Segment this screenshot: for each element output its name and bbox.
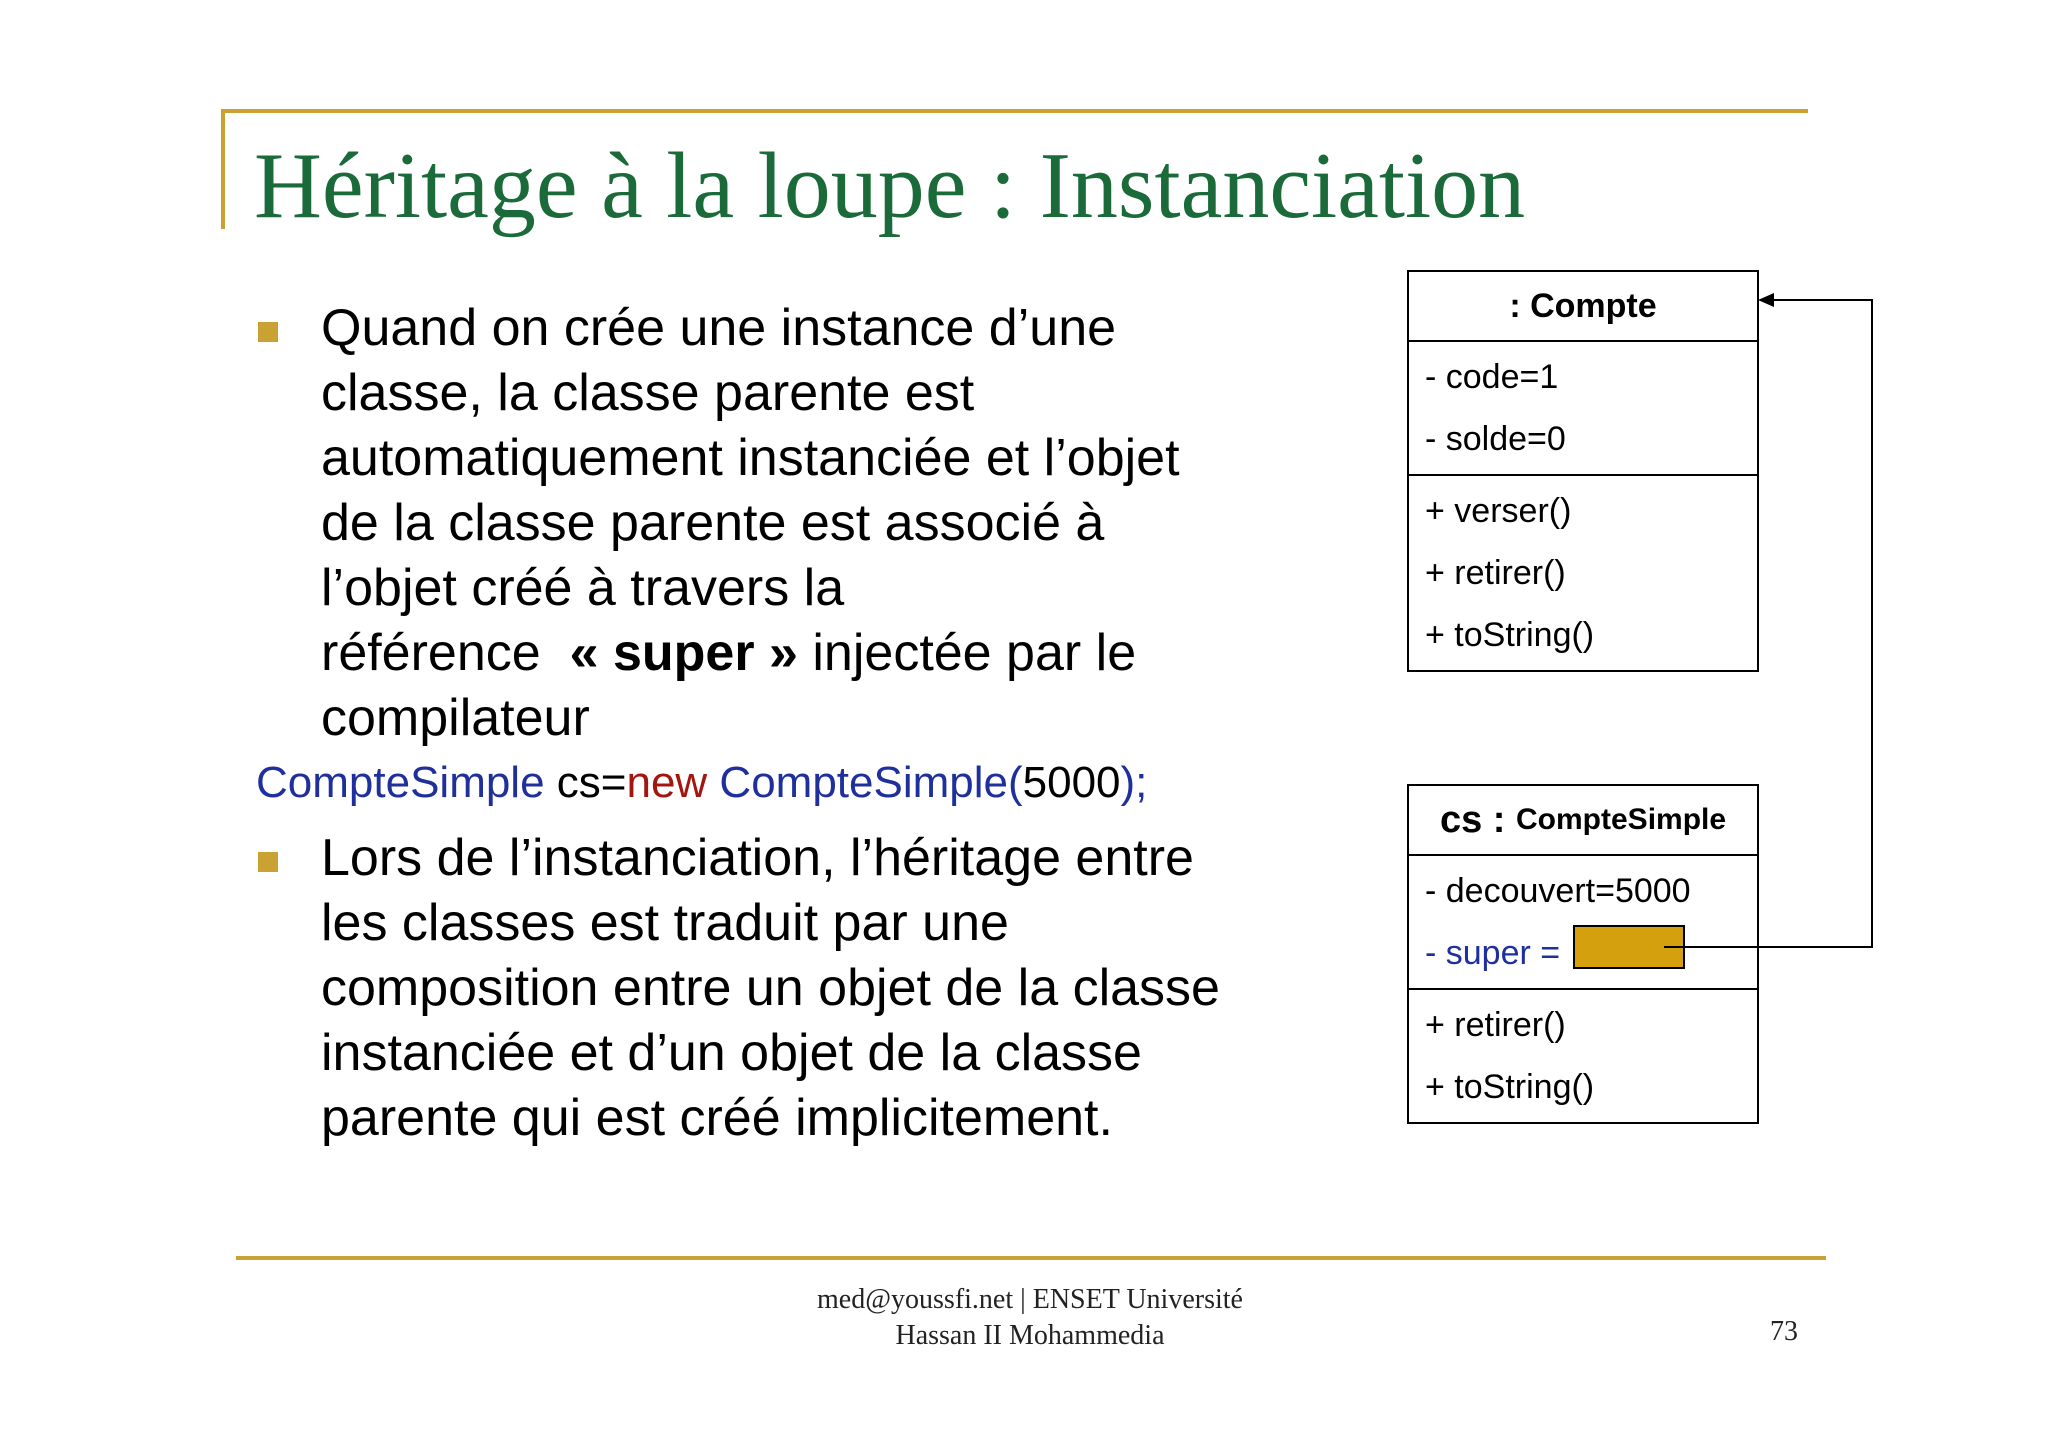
bullet1-line: l’objet créé à travers la [321, 559, 845, 617]
bullet1-line: automatiquement instanciée et l’objet [321, 429, 1180, 487]
bullet1-line: classe, la classe parente est [321, 364, 975, 422]
footer-rule [236, 1256, 1826, 1260]
text-after: injectée par le [797, 624, 1137, 682]
bullet2-line: instanciée et d’un objet de la classe [321, 1024, 1142, 1082]
super-keyword: « super » [569, 624, 798, 682]
arrow-line [1664, 300, 1872, 947]
code-plain: cs= [544, 758, 627, 807]
uml-type-name: CompteSimple [1516, 803, 1727, 836]
bullet1-line: compilateur [321, 689, 590, 747]
code-type: CompteSimple( [707, 758, 1023, 807]
uml-method: + verser() [1425, 492, 1572, 530]
text-before: référence [321, 624, 570, 682]
code-keyword: new [626, 758, 708, 807]
slide-title: Héritage à la loupe : Instanciation [254, 134, 1526, 238]
bullet2-line: les classes est traduit par une [321, 894, 1009, 952]
uml-attribute: - solde=0 [1425, 420, 1566, 458]
uml-method: + toString() [1425, 1068, 1595, 1106]
footer-line: Hassan II Mohammedia [895, 1320, 1165, 1351]
arrowhead-icon [1758, 293, 1774, 307]
code-plain: 5000 [1022, 758, 1121, 807]
uml-attribute: - decouvert=5000 [1425, 872, 1691, 910]
page-number: 73 [1770, 1316, 1798, 1347]
uml-attribute: - code=1 [1425, 358, 1559, 396]
uml-header: : Compte [1409, 272, 1757, 342]
uml-instance-name: cs [1439, 798, 1483, 841]
bullet2-line: Lors de l’instanciation, l’héritage entre [321, 829, 1194, 887]
code-end: ); [1120, 758, 1148, 807]
footer-line: med@youssfi.net | ENSET Université [817, 1284, 1243, 1315]
uml-method: + retirer() [1425, 554, 1566, 592]
bullet2-line: composition entre un objet de la classe [321, 959, 1220, 1017]
uml-header-separator: : [1482, 798, 1517, 841]
uml-method: + retirer() [1425, 1006, 1566, 1044]
code-type: CompteSimple [256, 758, 545, 807]
uml-method: + toString() [1425, 616, 1595, 654]
footer-credit [700, 1282, 1360, 1354]
bullet2-line: parente qui est créé implicitement. [321, 1089, 1113, 1147]
bullet1-line: Quand on crée une instance d’une [321, 299, 1117, 357]
uml-super-attribute: - super = [1425, 934, 1561, 972]
bullet1-line: de la classe parente est associé à [321, 494, 1105, 552]
